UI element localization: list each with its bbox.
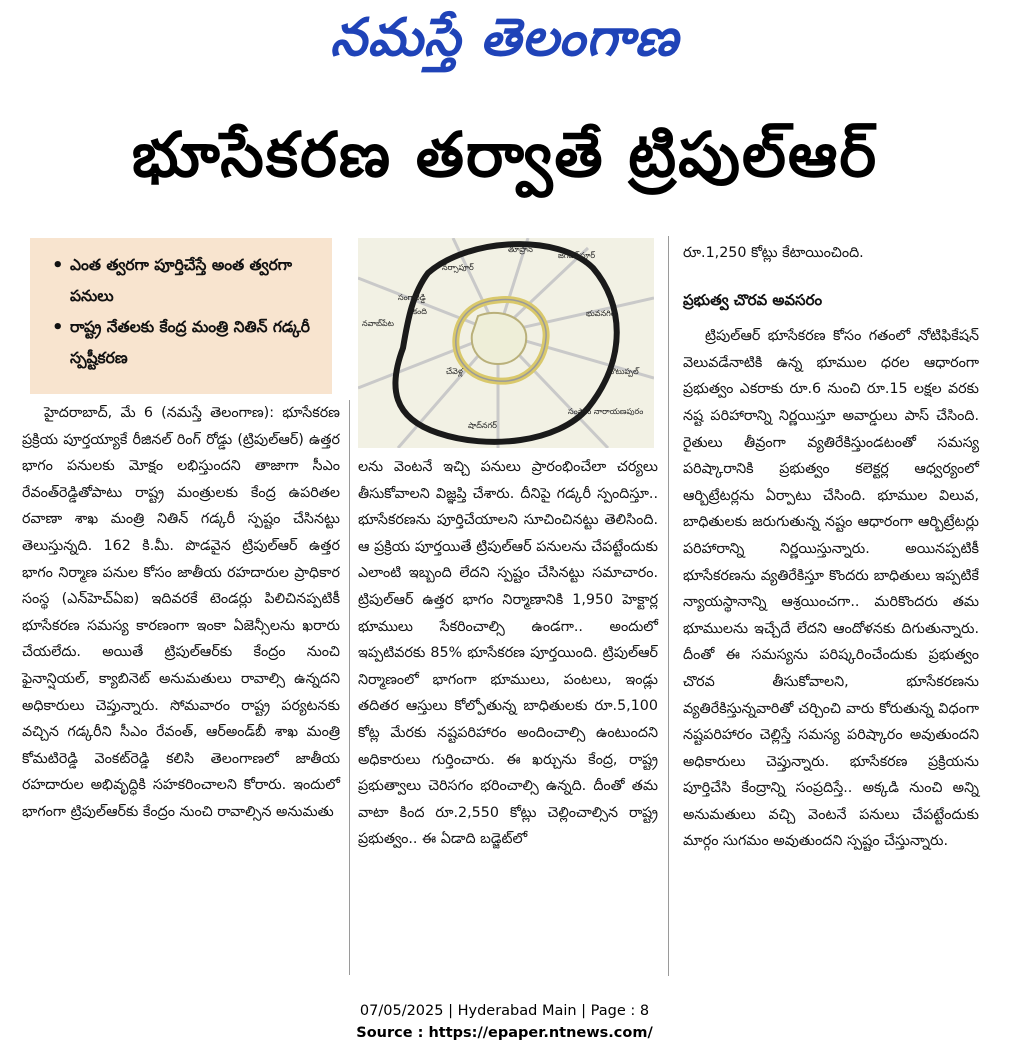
article-paragraph: ట్రిపుల్‌ఆర్‌ భూసేకరణ కోసం గతంలో నోటిఫికేషన్‌ వెలువడేనాటికి ఉన్న భూముల ధరల ఆధారంగా ప్రభుత్వం ఎకరాకు రూ.6 నుంచి రూ.15 లక్షల వరకు నష్ట పరిహారాన్ని నిర్ణయిస్తూ అవార్డులు పాస్‌ చేసింది. రైతులు తీవ్రంగా వ్యతిరేకిస్తుండటంతో సమస్య పరిష్కారానికి ప్రభుత్వం కలెక్టర్ల ఆధ్వర్యంలో ఆర్బిట్రేటర్లను ఏర్పాటు చేసింది. భూముల విలువ, బాధితులకు జరుగుతున్న నష్టం ఆధారంగా ఆర్బిట్రేటర్లు పరిహారాన్ని నిర్ణయిస్తున్నారు. అయినప్పటికీ భూసేకరణను వ్యతిరేకిస్తూ కొందరు బాధితులు ఇప్పటికే న్యాయస్థానాన్ని ఆశ్రయించగా.. మరికొందరు తమ భూములను ఇచ్చేదే లేదని ఆందోళనకు దిగుతున్నారు. దీంతో ఈ సమస్యను పరిష్కరించేందుకు ప్రభుత్వం చొరవ తీసుకోవాలని, భూసేకరణను వ్యతిరేకిస్తున్నవారితో చర్చించి వారు కోరుతున్న విధంగా నష్టపరిహారం చెల్లిస్తే సమస్య పరిష్కారం అవుతుందని అధికారులు చెప్తున్నారు. భూసేకరణ ప్రక్రియను పూర్తిచేసి కేంద్రాన్ని సంప్రదిస్తే.. అక్కడి నుంచి అన్ని అనుమతులు వచ్చి వెంటనే పనులు చేపట్టేందుకు మార్గం సుగమం అవుతుందని స్పష్టం చేస్తున్నారు.	[683, 328, 979, 850]
map-label: నవాబ్‌పేట	[362, 319, 394, 328]
page-footer	[0, 1000, 1009, 1044]
map-label: జగదేవ్‌పూర్‌	[558, 251, 596, 260]
article-paragraph: రూ.1,250 కోట్లు కేటాయించింది.	[683, 245, 864, 261]
map-label: కంది	[413, 307, 427, 316]
map-label: సంస్థాన్‌ నారాయణపురం	[568, 407, 644, 416]
bullet-icon: •	[52, 255, 64, 276]
highlight-item	[52, 312, 322, 374]
article-headline: భూసేకరణ తర్వాతే ట్రిపుల్‌ఆర్‌	[131, 118, 879, 191]
map-label: షాద్‌నగర్‌	[468, 421, 497, 430]
map-label: సంగారెడ్డి	[398, 293, 426, 302]
article-column-1	[22, 400, 340, 826]
column-divider	[349, 400, 350, 975]
highlights-box	[30, 238, 332, 394]
article-subheading: ప్రభుత్వ చొరవ అవసరం	[683, 290, 823, 309]
map-label: చేవెళ్ల	[446, 367, 463, 376]
article-paragraph: హైదరాబాద్‌, మే 6 (నమస్తే తెలంగాణ): భూసేకరణ ప్రక్రియ పూర్తయ్యాకే రీజినల్‌ రింగ్‌ రోడ్డు (ట్రిపుల్‌ఆర్‌) ఉత్తర భాగం పనులకు మోక్షం లభిస్తుందని తాజాగా సీఎం రేవంత్‌రెడ్డితోపాటు రాష్ట్ర మంత్రులకు కేంద్ర ఉపరితల రవాణా శాఖ మంత్రి నితిన్‌ గడ్కరీ స్పష్టం చేసినట్టు తెలుస్తున్నది. 162 కి.మీ. పొడవైన ట్రిపుల్‌ఆర్‌ ఉత్తర భాగం నిర్మాణ పనుల కోసం జాతీయ రహదారుల ప్రాధికార సంస్థ (ఎన్‌హెచ్‌ఏఐ) ఇదివరకే టెండర్లు పిలిచినప్పటికీ భూసేకరణ సమస్య కారణంగా ఇంకా ఏజెన్సీలను ఖరారు చేయలేదు. అయితే ట్రిపుల్‌ఆర్‌కు కేంద్రం నుంచి ఫైనాన్షియల్‌, క్యాబినెట్‌ అనుమతులు రావాల్సి ఉన్నదని అధికారులు చెప్తున్నారు. సోమవారం రాష్ట్ర పర్యటనకు వచ్చిన గడ్కరీని సీఎం రేవంత్‌, ఆర్‌అండ్‌బీ శాఖ మంత్రి కోమటిరెడ్డి వెంకట్‌రెడ్డి కలిసి తెలంగాణలో జాతీయ రహదారుల అభివృద్ధికి సహకరించాలని కోరారు. ఇందులో భాగంగా ట్రిపుల్‌ఆర్‌కు కేంద్రం నుంచి రావాల్సిన అనుమతు	[22, 405, 340, 820]
highlight-item	[52, 250, 322, 312]
route-map-graphic	[358, 238, 654, 448]
article-column-2	[358, 454, 658, 853]
map-label: చౌటుప్పల్‌	[608, 367, 639, 376]
column-divider	[668, 236, 669, 976]
highlight-text: రాష్ట్ర నేతలకు కేంద్ర మంత్రి నితిన్‌ గడ్కరీ స్పష్టీకరణ	[70, 318, 310, 367]
map-label: భువనగిరి	[586, 309, 616, 318]
highlight-text: ఎంత త్వరగా పూర్తిచేస్తే అంత త్వరగా పనులు	[70, 256, 293, 305]
map-label: తూప్రాన్‌	[508, 245, 533, 254]
edition-info: 07/05/2025 | Hyderabad Main | Page : 8	[359, 1003, 650, 1019]
map-label: నర్సాపూర్‌	[442, 263, 474, 272]
source-link[interactable]: Source : https://epaper.ntnews.com/	[356, 1025, 653, 1041]
rrr-route-map	[358, 238, 654, 448]
bullet-icon: •	[52, 317, 64, 338]
article-column-3	[683, 240, 979, 855]
newspaper-masthead: నమస్తే తెలంగాణ	[330, 8, 679, 68]
article-paragraph: లను వెంటనే ఇచ్చి పనులు ప్రారంభించేలా చర్యలు తీసుకోవాలని విజ్ఞప్తి చేశారు. దీనిపై గడ్కరీ స్పందిస్తూ.. భూసేకరణను పూర్తిచేయాలని సూచించినట్టు తెలిసింది. ఆ ప్రక్రియ పూర్తయితే ట్రిపుల్‌ఆర్‌ పనులను చేపట్టేందుకు ఎలాంటి ఇబ్బంది లేదని స్పష్టం చేసినట్టు సమాచారం. ట్రిపుల్‌ఆర్‌ ఉత్తర భాగం నిర్మాణానికి 1,950 హెక్టార్ల భూములు సేకరించాల్సి ఉండగా.. అందులో ఇప్పటివరకు 85% భూసేకరణ పూర్తయింది. ట్రిపుల్‌ఆర్‌ నిర్మాణంలో భాగంగా భూములు, పంటలు, ఇండ్లు తదితర ఆస్తులు కోల్పోతున్న బాధితులకు రూ.5,100 కోట్ల మేరకు నష్టపరిహారం అందించాల్సి ఉంటుందని అధికారులు గుర్తించారు. ఈ ఖర్చును కేంద్ర, రాష్ట్ర ప్రభుత్వాలు చెరిసగం భరించాల్సి ఉన్నది. దీంతో తమ వాటా కింద రూ.2,550 కోట్లు చెల్లించాల్సిన రాష్ట్ర ప్రభుత్వం.. ఈ ఏడాది బడ్జెట్‌లో	[358, 459, 658, 848]
